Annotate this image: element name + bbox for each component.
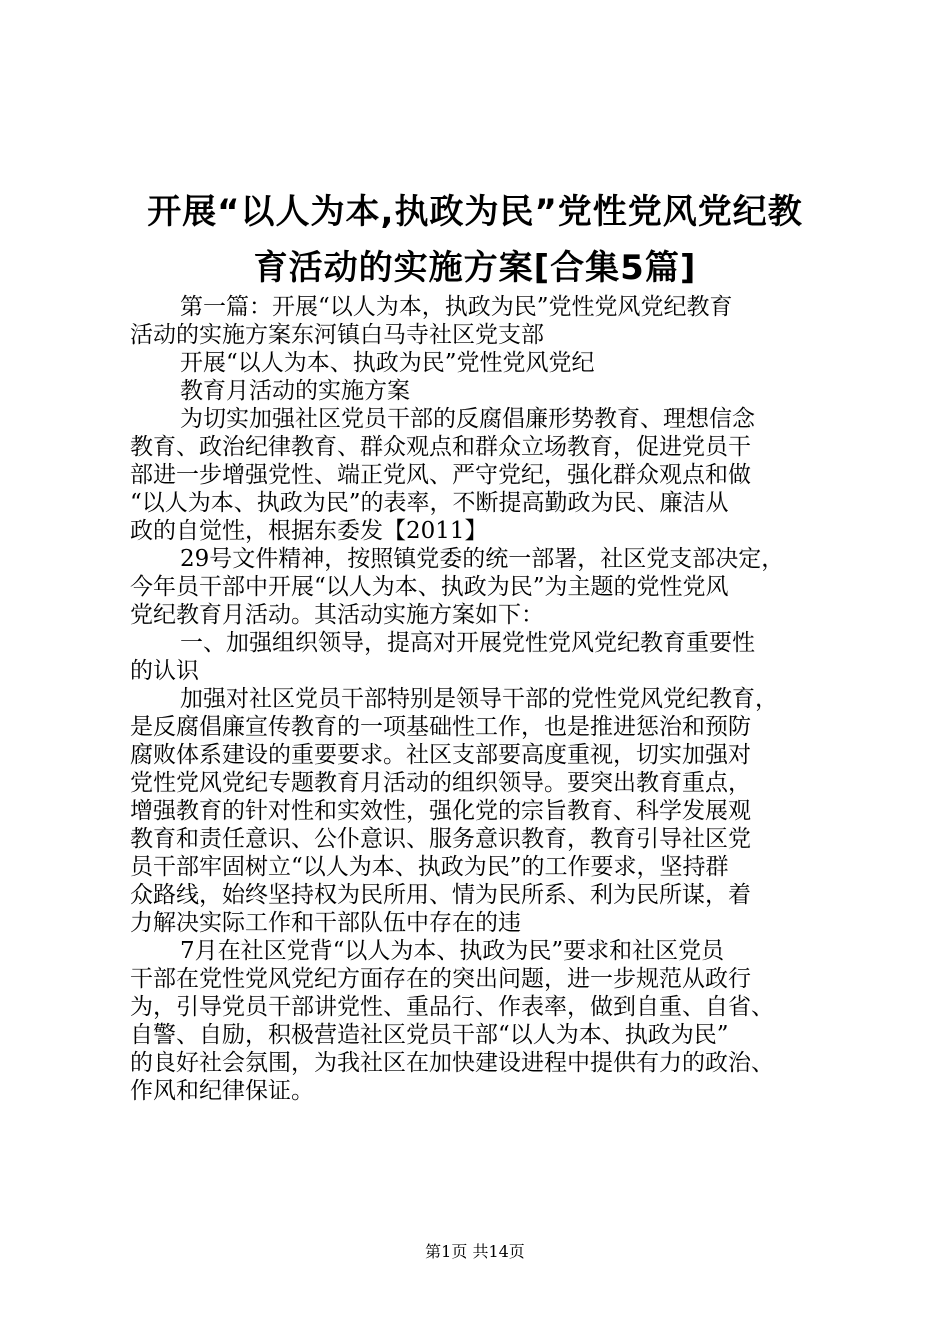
page-number-footer: 第1页 共14页 (425, 1242, 525, 1261)
paragraph-line: 今年员干部中开展“以人为本、执政为民”为主题的党性党风 (130, 574, 729, 600)
document-title-line-2: 育活动的实施方案[合集5篇] (253, 248, 697, 288)
paragraph-line: 腐败体系建设的重要要求。社区支部要高度重视，切实加强对 (130, 742, 751, 768)
paragraph-line: 活动的实施方案东河镇白马寺社区党支部 (130, 322, 544, 348)
document-body (130, 293, 850, 1105)
paragraph-line: 党性党风党纪专题教育月活动的组织领导。要突出教育重点， (130, 770, 751, 796)
paragraph-line: 教育、政治纪律教育、群众观点和群众立场教育，促进党员干 (130, 434, 751, 460)
paragraph-line: 部进一步增强党性、端正党风、严守党纪，强化群众观点和做 (130, 462, 751, 488)
paragraph-line: 作风和纪律保证。 (130, 1078, 314, 1104)
paragraph-line: 的良好社会氛围，为我社区在加快建设进程中提供有力的政治、 (130, 1050, 774, 1076)
paragraph-line: 增强教育的针对性和实效性，强化党的宗旨教育、科学发展观 (130, 798, 751, 824)
paragraph-line: 政的自觉性，根据东委发【2011】 (130, 518, 488, 544)
paragraph-line: 教育月活动的实施方案 (180, 378, 410, 404)
paragraph-line: 党纪教育月活动。其活动实施方案如下： (130, 602, 544, 628)
paragraph-line: 7月在社区党背“以人为本、执政为民”要求和社区党员 (180, 938, 725, 964)
paragraph-line: 力解决实际工作和干部队伍中存在的违 (130, 910, 521, 936)
paragraph-line: 众路线，始终坚持权为民所用、情为民所系、利为民所谋，着 (130, 882, 751, 908)
paragraph-line: 员干部牢固树立“以人为本、执政为民”的工作要求，坚持群 (130, 854, 729, 880)
paragraph-line: 29号文件精神，按照镇党委的统一部署，社区党支部决定， (180, 546, 785, 572)
paragraph-line: 加强对社区党员干部特别是领导干部的党性党风党纪教育， (180, 686, 778, 712)
paragraph-line: 教育和责任意识、公仆意识、服务意识教育，教育引导社区党 (130, 826, 751, 852)
paragraph-line: 为切实加强社区党员干部的反腐倡廉形势教育、理想信念 (180, 406, 755, 432)
paragraph-line: 为，引导党员干部讲党性、重品行、作表率，做到自重、自省、 (130, 994, 774, 1020)
paragraph-line: “以人为本、执政为民”的表率，不断提高勤政为民、廉洁从 (130, 490, 729, 516)
paragraph-line: 一、加强组织领导，提高对开展党性党风党纪教育重要性 (180, 630, 755, 656)
document-title-line-1: 开展“以人为本,执政为民”党性党风党纪教 (147, 192, 803, 232)
paragraph-line: 的认识 (130, 658, 199, 684)
paragraph-line: 是反腐倡廉宣传教育的一项基础性工作，也是推进惩治和预防 (130, 714, 751, 740)
paragraph-line: 自警、自励，积极营造社区党员干部“以人为本、执政为民” (130, 1022, 729, 1048)
paragraph-line: 开展“以人为本、执政为民”党性党风党纪 (180, 350, 595, 376)
paragraph-line: 第一篇：开展“以人为本，执政为民”党性党风党纪教育 (180, 294, 733, 320)
paragraph-line: 干部在党性党风党纪方面存在的突出问题，进一步规范从政行 (130, 966, 751, 992)
